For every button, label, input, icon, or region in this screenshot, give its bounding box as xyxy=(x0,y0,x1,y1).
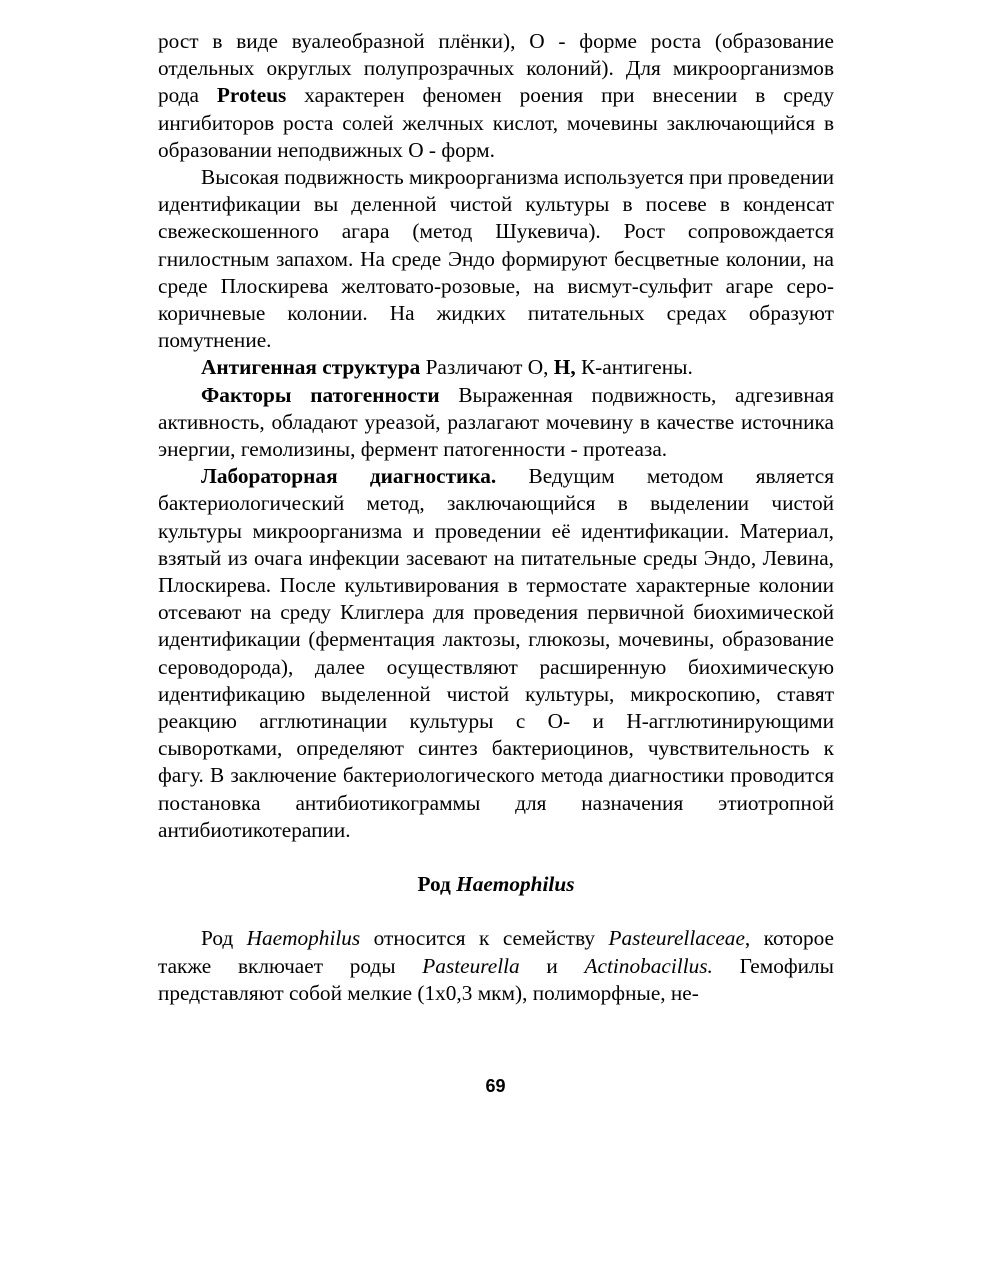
heading-prefix: Род xyxy=(417,872,457,897)
genus-proteus: Proteus xyxy=(216,83,287,108)
paragraph-text: характерен феномен роения при внесении в среду ингибиторов роста солей желчных кислот, мочевины заключающийся в образовании неподвижных О - форм. xyxy=(158,83,835,162)
paragraph-lab-diagnostics xyxy=(158,463,834,844)
genus-actinobacillus: Actinobacillus. xyxy=(584,953,713,978)
paragraph-mobility: Высокая подвижность микроорганизма используется при проведении идентификации вы деленной чистой культуры в посеве в конденсат свежескошенного агара (метод Шукевича). Рост сопровождается гнилостным запахом. На среде Эндо формируют бесцветные колонии, на среде Плоскирева желтовато-розовые, на висмут-сульфит агаре серо-коричневые колонии. На жидких питательных средах образуют помутнение. xyxy=(158,165,834,353)
family-pasteurellaceae: Pasteurellaceae xyxy=(608,926,745,951)
paragraph-text: Гемофилы представляют собой мелкие (1х0,3 мкм), полиморфные, не- xyxy=(158,953,834,1005)
paragraph-text: К-антигены. xyxy=(575,355,693,380)
lab-diagnostics-label: Лабораторная диагностика. xyxy=(201,464,497,489)
paragraph-text: Ведущим методом является бактериологический метод, заключающийся в выделении чистой культуры микроорганизма и проведении её идентификации. Материал, взятый из очага инфекции засевают на питательные среды Эндо, Левина, Плоскирева. После культивирования в термостате характерные колонии отсевают на среду Клиглера для проведения первичной биохимической идентификации (ферментация лактозы, глюкозы, мочевины, образование сероводорода), далее осуществляют расширенную биохимическую идентификацию выделенной чистой культуры, микроскопию, ставят реакцию агглютинации культуры с О- и Н-агглютинирующими сыворотками, определяют синтез бактериоцинов, чувствительность к фагу. В заключение бактериологического метода диагностики проводится постановка антибиотикограммы для назначения этиотропной антибиотикотерапии. xyxy=(158,464,834,842)
paragraph-haemophilus xyxy=(158,925,834,1007)
paragraph-proteus-growth xyxy=(158,28,834,164)
page-number: 69 xyxy=(485,1076,506,1096)
paragraph-text: Выраженная подвижность, адгезивная активность, обладают уреазой, разлагают мочевину в качестве источника энергии, гемолизины, фермент патогенности - протеаза. xyxy=(158,382,835,462)
paragraph-text: Род xyxy=(201,926,247,951)
antigen-structure-label: Антигенная структура xyxy=(201,355,421,380)
heading-genus: Haemophilus xyxy=(456,872,575,897)
page-body xyxy=(158,28,834,1007)
genus-pasteurella: Pasteurella xyxy=(422,953,520,978)
antigen-h: Н, xyxy=(553,355,576,380)
paragraph-text: рост в виде вуалеобразной плёнки), О - форме роста (образование отдельных округлых полупрозрачных колоний). Для микроорганизмов рода xyxy=(158,29,834,108)
section-heading xyxy=(158,871,834,898)
paragraph-text: и xyxy=(519,953,585,978)
genus-haemophilus: Haemophilus xyxy=(246,926,361,951)
paragraph-antigen-structure xyxy=(158,354,834,381)
paragraph-text: относится к семейству xyxy=(360,926,609,951)
paragraph-pathogenicity xyxy=(158,382,834,464)
paragraph-text: Различают О, xyxy=(420,355,554,380)
paragraph-text: , которое также включает роды xyxy=(158,926,834,978)
pathogenicity-label: Факторы патогенности xyxy=(201,382,440,407)
